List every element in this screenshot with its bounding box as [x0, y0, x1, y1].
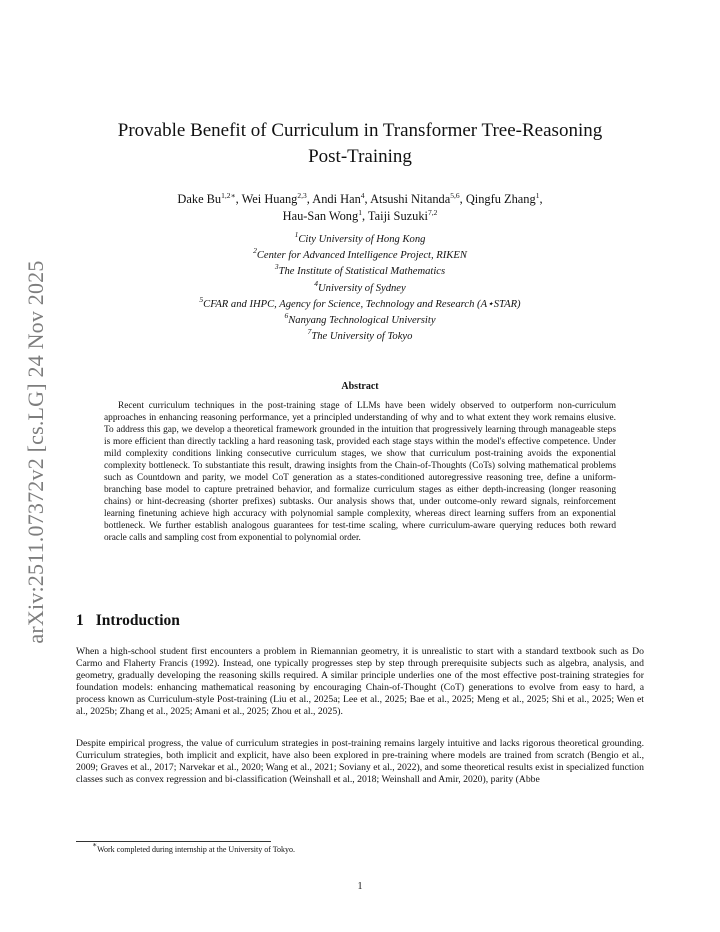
- author-name: Taiji Suzuki: [367, 209, 428, 223]
- author-affil-mark: 4: [360, 191, 365, 200]
- affiliation: $^3$The Institute of Statistical Mathematics: [274, 262, 446, 278]
- author-affil-mark: 7,2: [427, 208, 438, 217]
- section-number: 1: [76, 612, 84, 629]
- title-line-1: Provable Benefit of Curriculum in Transformer Tree-Reasoning: [117, 120, 603, 141]
- arxiv-identifier: arXiv:2511.07372v2 [cs.LG] 24 Nov 2025: [23, 260, 48, 644]
- author-affil-mark: 2,3: [297, 191, 307, 200]
- affiliation: $^5$CFAR and IHPC, Agency for Science, Technology and Research (A⋆STAR): [199, 294, 521, 310]
- abstract-text: Recent curriculum techniques in the post-training stage of LLMs have been widely observed to outperform non-curriculum approaches in enhancing reasoning performance, yet a principled understanding of why and to what extent they work remains elusive. To address this gap, we develop a theoretical framework grounded in the intuition that progressively learning through manageable steps is more efficient than directly tackling a hard reasoning task, provided each stage stays within the model's effective competence. Under mild complexity conditions linking consecutive curriculum stages, we show that curriculum post-training avoids the exponential complexity bottleneck. To substantiate this result, drawing insights from the Chain-of-Thoughts (CoTs) solving mathematical problems such as Countdown and parity, we model CoT generation as a states-conditioned autoregressive reasoning tree, define a uniform-branching base model to capture pretrained behavior, and formalize curriculum stages as either depth-increasing (longer reasoning chains) or hint-decreasing (shorter prefixes) subtasks. Our analysis shows that, under outcome-only reward signals, reinforcement learning finetuning achieve high accuracy with polynomial sample complexity, whereas direct learning suffers from an exponential bottleneck. We further establish analogous guarantees for test-time scaling, where curriculum-aware querying reduces both reward oracle calls and sampling cost from exponential to polynomial order.: [104, 401, 616, 543]
- title-line-2: Post-Training: [308, 146, 412, 167]
- footnote-text: Work completed during internship at the University of Tokyo.: [97, 845, 296, 854]
- body-paragraph: Despite empirical progress, the value of curriculum strategies in post-training remains largely intuitive and lacks rigorous theoretical grounding. Curriculum strategies, both implicit and explicit, have also been explored in pre-training where models are trained from scratch (Bengio et al., 2009; Graves et al., 2017; Narvekar et al., 2020; Wang et al., 2021; Soviany et al., 2022), and some theoretical results exist in specialized function classes such as convex regression and bi-classification (Weinshall et al., 2018; Weinshall and Amir, 2020), parity (Abbe: [76, 738, 644, 786]
- author-affil-mark: 1: [535, 191, 540, 200]
- footnote: [92, 840, 296, 855]
- author-affil-mark: 1: [358, 208, 362, 217]
- author-name: Wei Huang: [241, 192, 298, 206]
- affiliation: $^1$City University of Hong Kong: [294, 230, 426, 245]
- affiliation: $^6$Nanyang Technological University: [284, 311, 436, 327]
- author-name: Atsushi Nitanda: [370, 192, 451, 206]
- author-line-1: Dake $Bu^{1,2∗}$, Wei Huang$^{2,3}$, Andi Han$^4$, Atsushi Nitanda$^{5,6}$, Qingfu Zhang$^1$,: [177, 191, 543, 206]
- abstract-heading: Abstract: [341, 381, 379, 392]
- footnote-mark: ∗: [92, 840, 98, 849]
- body-paragraph: When a high-school student first encounters a problem in Riemannian geometry, it is unrealistic to start with a standard textbook such as Do Carmo and Flaherty Francis (1992). Instead, one typically progresses step by step through prerequisite subjects such as algebra, analysis, and geometry, gradually developing the reasoning skills required. A similar principle underlies one of the most effective post-training strategies for foundation models: enhancing mathematical reasoning by encouraging Chain-of-Thought (CoT) generations to evolve from easy to hard, a process known as Curriculum-style Post-training (Liu et al., 2025a; Lee et al., 2025; Bae et al., 2025; Meng et al., 2025; Shi et al., 2025; Wen et al., 2025b; Zhang et al., 2025; Amani et al., 2025; Zhou et al., 2025).: [76, 646, 644, 718]
- author-line-2: Hau-San Wong$^1$, Taiji Suzuki$^{7,2}$: [282, 208, 438, 223]
- author-affil-mark: 5,6: [450, 191, 460, 200]
- section-heading: [76, 612, 180, 630]
- author-list: [76, 191, 644, 225]
- author-footnote-mark: ∗: [230, 191, 236, 200]
- affiliation-list: [76, 232, 644, 345]
- author-name: Qingfu Zhang: [465, 192, 536, 206]
- affiliation: $^4$University of Sydney: [314, 278, 406, 294]
- author-name: Dake Bu: [177, 192, 222, 206]
- author-name: Andi Han: [312, 192, 361, 206]
- author-name: Hau-San Wong: [282, 209, 359, 223]
- affiliation: $^7$The University of Tokyo: [307, 327, 413, 343]
- page-number: 1: [357, 881, 363, 892]
- footnote-rule: [76, 841, 271, 842]
- paper-title: [76, 118, 644, 170]
- author-affil-mark: 1,2: [221, 191, 231, 200]
- section-title: Introduction: [95, 612, 180, 629]
- affiliation: $^2$Center for Advanced Intelligence Project, RIKEN: [253, 246, 467, 262]
